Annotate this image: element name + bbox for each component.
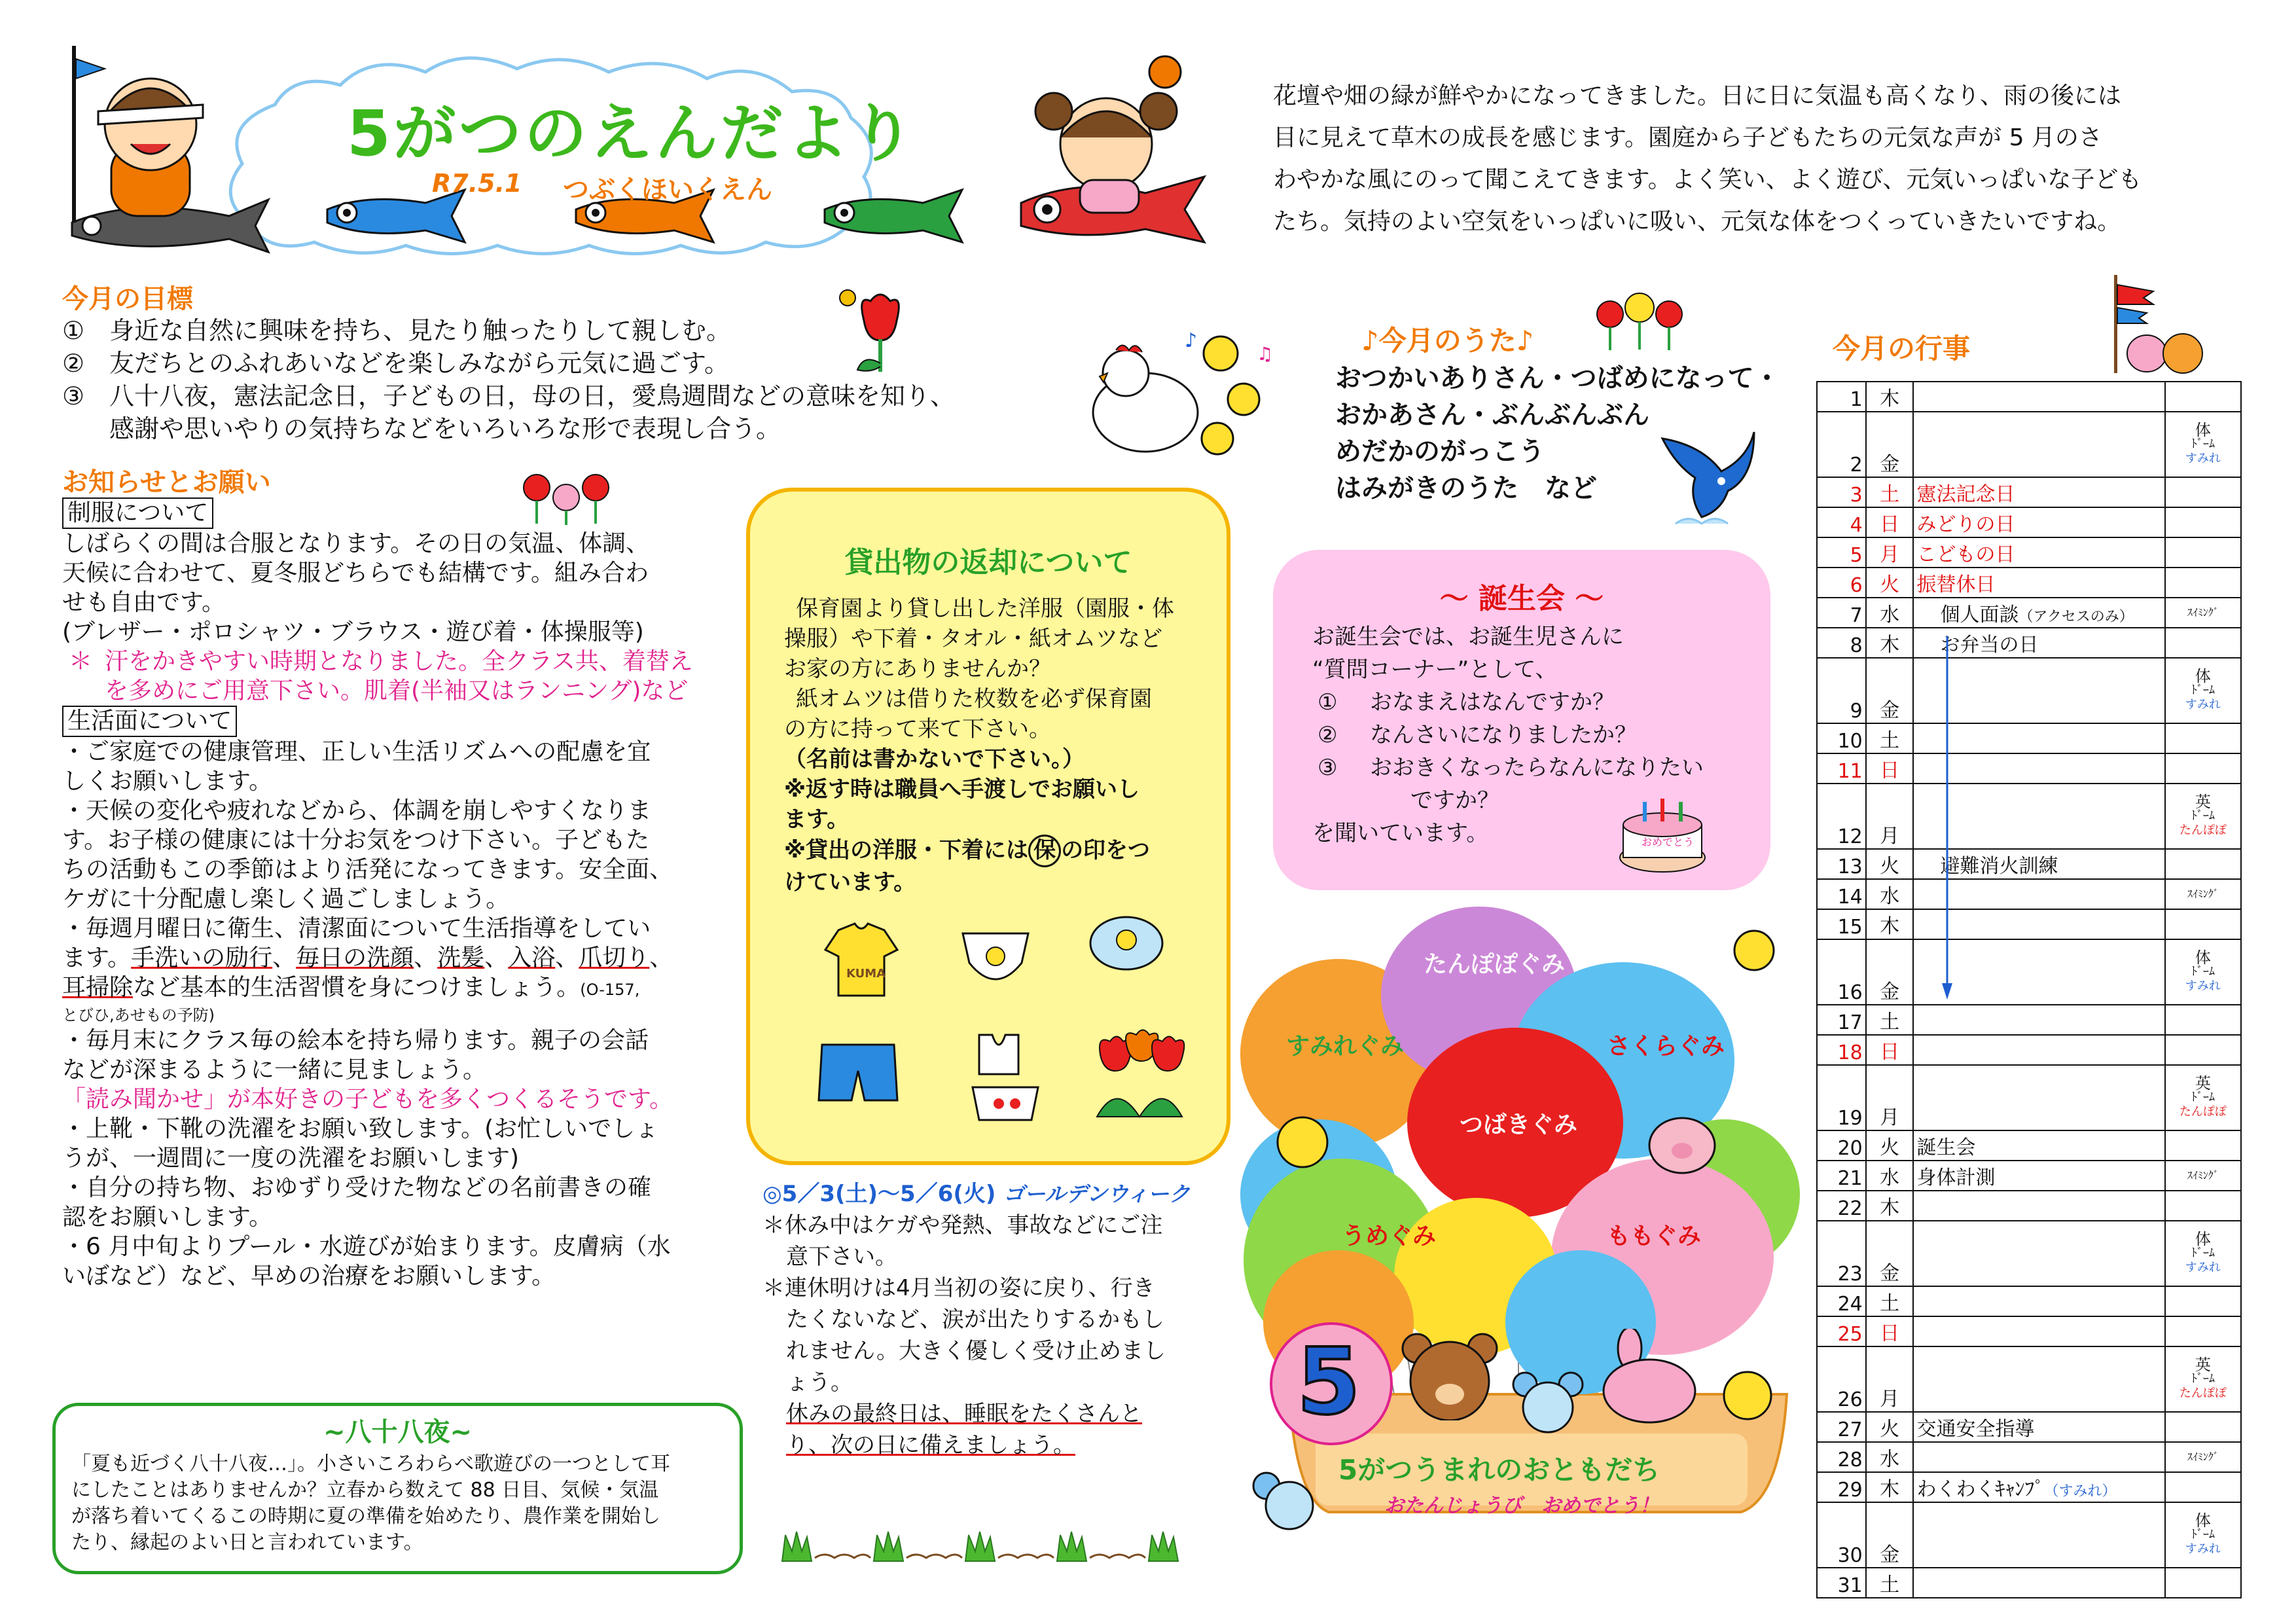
class-label-ume: うめぐみ: [1342, 1223, 1437, 1250]
schedule-extra: [2165, 1221, 2241, 1286]
class-label-sumire: すみれぐみ: [1286, 1033, 1405, 1060]
schedule-day: 10: [1817, 723, 1866, 753]
tulips-icon: [1090, 1028, 1189, 1120]
schedule-event-note: （すみれ）: [2044, 1483, 2117, 1500]
schedule-event-label: 身体計測: [1916, 1166, 1996, 1189]
schedule-event-label: こどもの日: [1916, 543, 2015, 566]
notices-body: [62, 497, 723, 1291]
schedule-row: [1817, 477, 2241, 507]
pig-icon: [1643, 1106, 1721, 1178]
schedule-day: 5: [1817, 537, 1866, 568]
schedule-weekday: 火: [1866, 568, 1914, 598]
congrats-text: おたんじょうび おめでとう！: [1384, 1494, 1659, 1517]
schedule-event: [1913, 1065, 2164, 1130]
hygiene-line-2: 耳掃除など基本的生活習慣を身につけましょう。(O-157,: [62, 974, 640, 1001]
schedule-weekday: 月: [1866, 1346, 1914, 1412]
book-line: ・毎月末にクラス毎の絵本を持ち帰ります。親子の会話: [62, 1027, 649, 1054]
schedule-extra-line: ﾄﾞｰﾑ: [2191, 965, 2215, 979]
schedule-extra-line: ﾄﾞｰﾑ: [2191, 1091, 2215, 1104]
schedule-weekday: 火: [1866, 849, 1914, 879]
schedule-day: 25: [1817, 1316, 1866, 1346]
schedule-row: [1817, 382, 2241, 412]
svg-text:♪: ♪: [1185, 329, 1198, 352]
schedule-row: [1817, 1161, 2241, 1191]
schedule-event-label: 交通安全指導: [1916, 1418, 2035, 1441]
schedule-event-label: 避難消火訓練: [1940, 855, 2058, 878]
schedule-extra: [2165, 382, 2241, 412]
shorts-icon: [816, 1038, 901, 1110]
schedule-weekday: 土: [1866, 477, 1914, 507]
goal-item: ② 友だちとのふれあいなどを楽しみながら元気に過ごす。: [62, 349, 729, 378]
schedule-weekday: 木: [1866, 909, 1914, 939]
schedule-extra: [2165, 1568, 2241, 1598]
schedule-event-label: お弁当の日: [1940, 634, 2039, 657]
schedule-weekday: 水: [1866, 1161, 1914, 1191]
schedule-event: [1913, 1442, 2164, 1472]
schedule-day: 27: [1817, 1412, 1866, 1442]
schedule-day: 22: [1817, 1191, 1866, 1221]
newsletter-title: 5がつのえんだより: [347, 97, 917, 170]
schedule-extra-line: 体: [2195, 1230, 2211, 1248]
diaper-icon: [956, 924, 1035, 996]
shoes-line: 認をお願いします。: [62, 1204, 273, 1231]
schedule-event: [1913, 382, 2164, 412]
balloon-graphic: [1244, 910, 1806, 1564]
songs-heading: ♪今月のうた♪: [1361, 325, 1534, 357]
schedule-row: [1817, 1502, 2241, 1568]
class-label-tanpopo: たんぽぽぐみ: [1424, 951, 1566, 978]
shoes-line: ・上靴・下靴の洗濯をお願い致します。(お忙しいでしょ: [62, 1115, 659, 1142]
schedule-extra: [2165, 1130, 2241, 1161]
schedule-weekday: 日: [1866, 1316, 1914, 1346]
sweat-note-cont: を多めにご用意下さい。肌着(半袖又はランニング)など: [105, 677, 689, 704]
hachijuhachiya-text: 「夏も近づく八十八夜…」。小さいころわらべ歌遊びの一つとして耳 にしたことはありませんか？立春から数えて 88 日目、気候・気温 が落ち着いてくるこの時期に夏の準備を始めたり、農作業を開始し たり、縁起のよい日と言われています。: [71, 1453, 670, 1554]
schedule-day: 8: [1817, 628, 1866, 658]
schedule-row: [1817, 849, 2241, 879]
birthday-text: お誕生会では、お誕生児さんに “質問コーナー”として、 ① おなまえはなんですか？ ② なんさいになりましたか？ ③ おおきくなったらなんになりたい ですか？ を聞いています。: [1312, 624, 1704, 846]
schedule-weekday: 月: [1866, 537, 1914, 568]
schedule-extra: [2165, 879, 2241, 909]
ho-stamp: 保: [1028, 835, 1061, 867]
chick-right-icon: [1715, 1362, 1780, 1427]
schedule-extra: [2165, 1472, 2241, 1502]
goal-item-continuation: 感謝や思いやりの気持ちなどをいろいろな形で表現し合う。: [109, 414, 781, 443]
schedule-extra: [2165, 507, 2241, 537]
schedule-weekday: 金: [1866, 412, 1914, 477]
schedule-row: [1817, 1065, 2241, 1130]
rental-box: [746, 488, 1230, 1165]
hachijuhachiya-box: [52, 1403, 743, 1574]
schedule-weekday: 土: [1866, 1568, 1914, 1598]
schedule-day: 28: [1817, 1442, 1866, 1472]
schedule-extra: [2165, 412, 2241, 477]
schedule-extra-line: ｽｲﾐﾝｸﾞ: [2187, 606, 2219, 619]
schedule-weekday: 土: [1866, 1005, 1914, 1035]
schedule-weekday: 日: [1866, 507, 1914, 537]
class-label-sakura: さくらぐみ: [1607, 1033, 1725, 1060]
schedule-event: [1913, 1130, 2164, 1161]
schedule-extra-line: ﾄﾞｰﾑ: [2191, 1528, 2215, 1542]
uniform-line: 天候に合わせて、夏冬服どちらでも結構です。組み合わ: [62, 560, 649, 586]
schedule-weekday: 土: [1866, 723, 1914, 753]
schedule-extra-line: ﾄﾞｰﾑ: [2191, 809, 2215, 823]
schedule-day: 21: [1817, 1161, 1866, 1191]
schedule-extra: [2165, 723, 2241, 753]
schedule-row: [1817, 1412, 2241, 1442]
rabbit-icon: [1590, 1329, 1702, 1427]
class-label-tsubaki: つばきぐみ: [1460, 1111, 1578, 1138]
bear-icon: [1394, 1329, 1505, 1420]
chick-icon: [1270, 1106, 1335, 1172]
schedule-extra: [2165, 1161, 2241, 1191]
schedule-extra-line: たんぽぽ: [2179, 1105, 2227, 1119]
schedule-row: [1817, 1442, 2241, 1472]
schedule-extra: [2165, 1035, 2241, 1065]
song-item: おつかいありさん・つばめになって・: [1335, 363, 1780, 393]
schedule-row: [1817, 879, 2241, 909]
song-item: おかあさん・ぶんぶんぶん: [1335, 400, 1649, 430]
schedule-day: 9: [1817, 658, 1866, 723]
schedule-weekday: 金: [1866, 939, 1914, 1005]
shoes-line: いぼなど）など、早めの治療をお願いします。: [62, 1263, 556, 1290]
schedule-weekday: 火: [1866, 1412, 1914, 1442]
schedule-day: 4: [1817, 507, 1866, 537]
schedule-event: [1913, 1568, 2164, 1598]
schedule-weekday: 金: [1866, 658, 1914, 723]
hen-and-chicks-icon: [1080, 327, 1276, 465]
carp-flag-animals-icon: [2101, 275, 2212, 380]
schedule-day: 15: [1817, 909, 1866, 939]
life-label: 生活面について: [62, 706, 237, 737]
intro-line: わやかな風にのって聞こえてきます。よく笑い、よく遊び、元気いっぱいな子ども: [1273, 166, 2142, 193]
schedule-weekday: 木: [1866, 1472, 1914, 1502]
schedule-event: [1913, 1005, 2164, 1035]
intro-paragraph: [1273, 75, 2242, 243]
schedule-day: 29: [1817, 1472, 1866, 1502]
schedule-event: [1913, 1286, 2164, 1316]
shoes-line: ・6 月中旬よりプール・水遊びが始まります。皮膚病（水: [62, 1233, 671, 1260]
tulip-bee-icon: [831, 281, 929, 380]
schedule-extra: [2165, 753, 2241, 784]
schedule-extra-line: すみれ: [2185, 698, 2221, 712]
schedule-heading: 今月の行事: [1833, 333, 1971, 365]
birth-banner: 5がつうまれのおともだち: [1338, 1454, 1660, 1486]
schedule-extra-line: ﾄﾞｰﾑ: [2191, 683, 2215, 697]
schedule-event: [1913, 412, 2164, 477]
header-banner: [59, 46, 1224, 268]
schedule-day: 26: [1817, 1346, 1866, 1412]
schedule-event-label: 誕生会: [1916, 1136, 1976, 1159]
schedule-table: [1816, 381, 2242, 1598]
schedule-extra: [2165, 658, 2241, 723]
schedule-extra-line: ｽｲﾐﾝｸﾞ: [2187, 1169, 2219, 1182]
schedule-row: [1817, 1346, 2241, 1412]
schedule-extra: [2165, 849, 2241, 879]
intro-line: たち。気持のよい空気をいっぱいに吸い、元気な体をつくっていきたいですね。: [1273, 208, 2121, 235]
schedule-event: [1913, 477, 2164, 507]
schedule-extra: [2165, 1316, 2241, 1346]
schedule-weekday: 金: [1866, 1221, 1914, 1286]
schedule-extra-line: ﾄﾞｰﾑ: [2191, 1246, 2215, 1260]
schedule-extra: [2165, 1191, 2241, 1221]
song-item: めだかのがっこう: [1335, 437, 1545, 467]
newsletter-date: R7.5.1: [432, 169, 522, 198]
schedule-row: [1817, 784, 2241, 849]
notices-heading: お知らせとお願い: [62, 467, 271, 497]
schedule-row: [1817, 1568, 2241, 1598]
schedule-extra: [2165, 1346, 2241, 1412]
schedule-row: [1817, 1191, 2241, 1221]
schedule-event-label: みどりの日: [1916, 513, 2015, 536]
schedule-event: [1913, 1191, 2164, 1221]
schedule-weekday: 木: [1866, 382, 1914, 412]
schedule-weekday: 火: [1866, 1130, 1914, 1161]
schedule-event-label: 憲法記念日: [1916, 483, 2015, 506]
schedule-event-label: わくわくｷｬﾝﾌﾟ: [1916, 1478, 2045, 1501]
grass-decoration-icon: [776, 1525, 1234, 1564]
schedule-weekday: 金: [1866, 1502, 1914, 1568]
schedule-weekday: 月: [1866, 784, 1914, 849]
schedule-row: [1817, 658, 2241, 723]
gw-heading: ◎5／3(土)～5／6(火) ゴールデンウィーク: [762, 1181, 1191, 1207]
uniform-label: 制服について: [62, 497, 213, 529]
schedule-day: 23: [1817, 1221, 1866, 1286]
schedule-day: 31: [1817, 1568, 1866, 1598]
schedule-weekday: 木: [1866, 1191, 1914, 1221]
schedule-event-note: （アクセスのみ）: [2018, 609, 2134, 625]
schedule-extra-line: すみれ: [2185, 1542, 2221, 1556]
schedule-extra-line: すみれ: [2185, 452, 2221, 465]
intro-line: 花壇や畑の緑が鮮やかになってきました。日に日に気温も高くなり、雨の後には: [1273, 82, 2122, 109]
life-line: ・天候の変化や疲れなどから、体調を崩しやすくなりま: [62, 797, 652, 824]
class-label-momo: ももぐみ: [1607, 1223, 1702, 1250]
schedule-extra-line: 体: [2195, 948, 2211, 967]
schedule-event-label: 個人面談: [1940, 604, 2019, 626]
schedule-extra: [2165, 1502, 2241, 1568]
schedule-extra: [2165, 1442, 2241, 1472]
schedule-extra: [2165, 1005, 2241, 1035]
schedule-row: [1817, 1221, 2241, 1286]
schedule-row: [1817, 537, 2241, 568]
schedule-day: 30: [1817, 1502, 1866, 1568]
sweat-note: ＊ 汗をかきやすい時期となりました。全クラス共、着替え: [69, 648, 693, 675]
schedule-row: [1817, 628, 2241, 658]
svg-text:♫: ♫: [1257, 343, 1274, 365]
schedule-extra-line: ﾄﾞｰﾑ: [2191, 1372, 2215, 1386]
schedule-extra-line: たんぽぽ: [2179, 1386, 2227, 1400]
life-line: ・ご家庭での健康管理、正しい生活リズムへの配慮を宜: [62, 738, 651, 765]
mouse-flying-icon: [1250, 1466, 1329, 1538]
schedule-weekday: 月: [1866, 1065, 1914, 1130]
schedule-event: [1913, 568, 2164, 598]
schedule-day: 16: [1817, 939, 1866, 1005]
life-line: ちの活動もこの季節はより活発になってきます。安全面、: [62, 856, 673, 883]
schedule-extra: [2165, 1286, 2241, 1316]
uniform-line: せも自由です。: [62, 589, 226, 616]
life-line: す。お子様の健康には十分お気をつけ下さい。子どもた: [62, 827, 650, 854]
schedule-event: [1913, 1221, 2164, 1286]
schedule-weekday: 土: [1866, 1286, 1914, 1316]
schedule-day: 6: [1817, 568, 1866, 598]
schedule-event: [1913, 1346, 2164, 1412]
rental-text: 保育園より貸し出した洋服（園服・体 操服）や下着・タオル・紙オムツなど お家の方にありませんか？ 紙オムツは借りた枚数を必ず保育園 の方に持って来て下さい。 （名前は書かないで下さい。） ※返す時は職員へ手渡しでお願いし ます。 ※貸出の洋服・下着には 保 の印をつ けています。: [784, 596, 1174, 895]
shoes-line: うが、一週間に一度の洗濯をお願いします): [62, 1145, 520, 1172]
life-line: ケガに十分配慮し楽しく過ごしましょう。: [62, 886, 510, 912]
swallow-icon: [1649, 419, 1761, 537]
svg-text:KUMA: KUMA: [846, 967, 886, 981]
goal-item: ③ 八十八夜，憲法記念日，子どもの日，母の日，愛鳥週間などの意味を知り、: [62, 382, 956, 410]
song-item: はみがきのうた など: [1335, 473, 1597, 503]
schedule-extra-line: ｽｲﾐﾝｸﾞ: [2187, 888, 2219, 900]
baby-bib-icon: [1087, 911, 1166, 976]
schedule-extra: [2165, 1065, 2241, 1130]
schedule-extra: [2165, 477, 2241, 507]
shoes-line: ・自分の持ち物、おゆずり受けた物などの名前書きの確: [62, 1174, 652, 1201]
period-arrow-icon: [1941, 636, 1954, 1003]
hygiene-small: とびひ,あせもの予防): [62, 1006, 215, 1024]
schedule-extra: [2165, 1412, 2241, 1442]
schedule-row: [1817, 412, 2241, 477]
chick-small-icon: [1728, 923, 1780, 975]
schedule-event: [1913, 1472, 2164, 1502]
schedule-extra: [2165, 784, 2241, 849]
life-line: しくお願いします。: [62, 768, 273, 795]
schedule-event: [1913, 1502, 2164, 1568]
schedule-extra-line: 英: [2195, 1356, 2211, 1374]
uniform-line: しばらくの間は合服となります。その日の気温、体調、: [62, 530, 650, 557]
schedule-extra: [2165, 628, 2241, 658]
goals-heading: 今月の目標: [62, 284, 193, 314]
tulip-trio-icon: [1590, 288, 1695, 353]
gw-section: ◎5／3(土)～5／6(火) ゴールデンウィーク ＊休み中はケガや発熱、事故などにご注 意下さい。 ＊連休明けは4月当初の姿に戻り、行き たくないなど、涙が出たりするかもし れません。大きく優しく受け止めまし ょう。 休みの最終日は、睡眠をたくさんと り、次の日に備えましょう。: [762, 1178, 1234, 1461]
schedule-weekday: 水: [1866, 879, 1914, 909]
schedule-weekday: 水: [1866, 1442, 1914, 1472]
schedule-row: [1817, 1286, 2241, 1316]
schedule-weekday: 日: [1866, 753, 1914, 784]
book-highlight: 「読み聞かせ」が本好きの子どもを多くつくるそうです。: [62, 1086, 673, 1113]
schedule-event: [1913, 598, 2164, 628]
schedule-extra-line: すみれ: [2185, 1261, 2221, 1274]
rental-heading: 貸出物の返却について: [844, 546, 1132, 579]
schedule-day: 11: [1817, 753, 1866, 784]
schedule-extra: [2165, 598, 2241, 628]
schedule-event: [1913, 537, 2164, 568]
schedule-day: 13: [1817, 849, 1866, 879]
schedule-event: [1913, 1161, 2164, 1191]
goal-item: ① 身近な自然に興味を持ち、見たり触ったりして親しむ。: [62, 316, 732, 345]
schedule-weekday: 日: [1866, 1035, 1914, 1065]
schedule-event: [1913, 1316, 2164, 1346]
mouse-icon: [1512, 1368, 1584, 1434]
schedule-extra-line: たんぽぽ: [2179, 823, 2227, 837]
schedule-extra: [2165, 568, 2241, 598]
schedule-day: 17: [1817, 1005, 1866, 1035]
schedule-extra-line: ﾄﾞｰﾑ: [2191, 437, 2215, 451]
schedule-extra-line: 英: [2195, 793, 2211, 811]
schedule-weekday: 木: [1866, 628, 1914, 658]
schedule-extra-line: 英: [2195, 1074, 2211, 1092]
uniform-line: (ブレザー・ポロシャツ・ブラウス・遊び着・体操服等): [62, 619, 644, 645]
tshirt-icon: [819, 917, 904, 1002]
schedule-event: [1913, 1412, 2164, 1442]
schedule-extra: [2165, 537, 2241, 568]
hachijuhachiya-heading: ~八十八夜~: [323, 1417, 473, 1447]
birthday-cake-icon: [1613, 785, 1712, 877]
schedule-row: [1817, 1130, 2241, 1161]
schedule-row: [1817, 568, 2241, 598]
life-line: ・毎週月曜日に衛生、清潔面について生活指導をしてい: [62, 915, 651, 942]
month-number: 5: [1297, 1329, 1361, 1435]
schedule-row: [1817, 909, 2241, 939]
school-name: つぶくほいくえん: [563, 175, 772, 205]
schedule-extra-line: 体: [2195, 667, 2211, 685]
schedule-row: [1817, 1316, 2241, 1346]
schedule-day: 12: [1817, 784, 1866, 849]
schedule-day: 18: [1817, 1035, 1866, 1065]
schedule-row: [1817, 507, 2241, 537]
schedule-row: [1817, 939, 2241, 1005]
birthday-heading: ～ 誕生会 ～: [1439, 582, 1604, 615]
undershirt-icon: [960, 1028, 1051, 1127]
schedule-row: [1817, 753, 2241, 784]
schedule-day: 20: [1817, 1130, 1866, 1161]
schedule-extra: [2165, 939, 2241, 1005]
schedule-day: 19: [1817, 1065, 1866, 1130]
schedule-day: 2: [1817, 412, 1866, 477]
schedule-event: [1913, 1035, 2164, 1065]
schedule-day: 14: [1817, 879, 1866, 909]
hygiene-line: ます。手洗いの励行、毎日の洗顔、洗髪、入浴、爪切り、: [62, 945, 673, 971]
schedule-event-label: 振替休日: [1916, 573, 1996, 596]
schedule-row: [1817, 1035, 2241, 1065]
schedule-day: 7: [1817, 598, 1866, 628]
intro-line: 目に見えて草木の成長を感じます。園庭から子どもたちの元気な声が 5 月のさ: [1273, 124, 2102, 151]
schedule-event: [1913, 507, 2164, 537]
schedule-extra: [2165, 909, 2241, 939]
schedule-row: [1817, 598, 2241, 628]
schedule-extra-line: 体: [2195, 421, 2211, 439]
schedule-extra-line: ｽｲﾐﾝｸﾞ: [2187, 1451, 2219, 1463]
schedule-extra-line: すみれ: [2185, 979, 2221, 993]
schedule-day: 1: [1817, 382, 1866, 412]
schedule-extra-line: 体: [2195, 1511, 2211, 1530]
svg-text:おめでとう: おめでとう: [1641, 836, 1695, 848]
schedule-day: 24: [1817, 1286, 1866, 1316]
schedule-row: [1817, 1005, 2241, 1035]
birthday-box: [1273, 550, 1770, 890]
schedule-row: [1817, 723, 2241, 753]
schedule-row: [1817, 1472, 2241, 1502]
schedule-weekday: 水: [1866, 598, 1914, 628]
schedule-day: 3: [1817, 477, 1866, 507]
book-line: などが深まるように一緒に見ましょう。: [62, 1056, 487, 1083]
